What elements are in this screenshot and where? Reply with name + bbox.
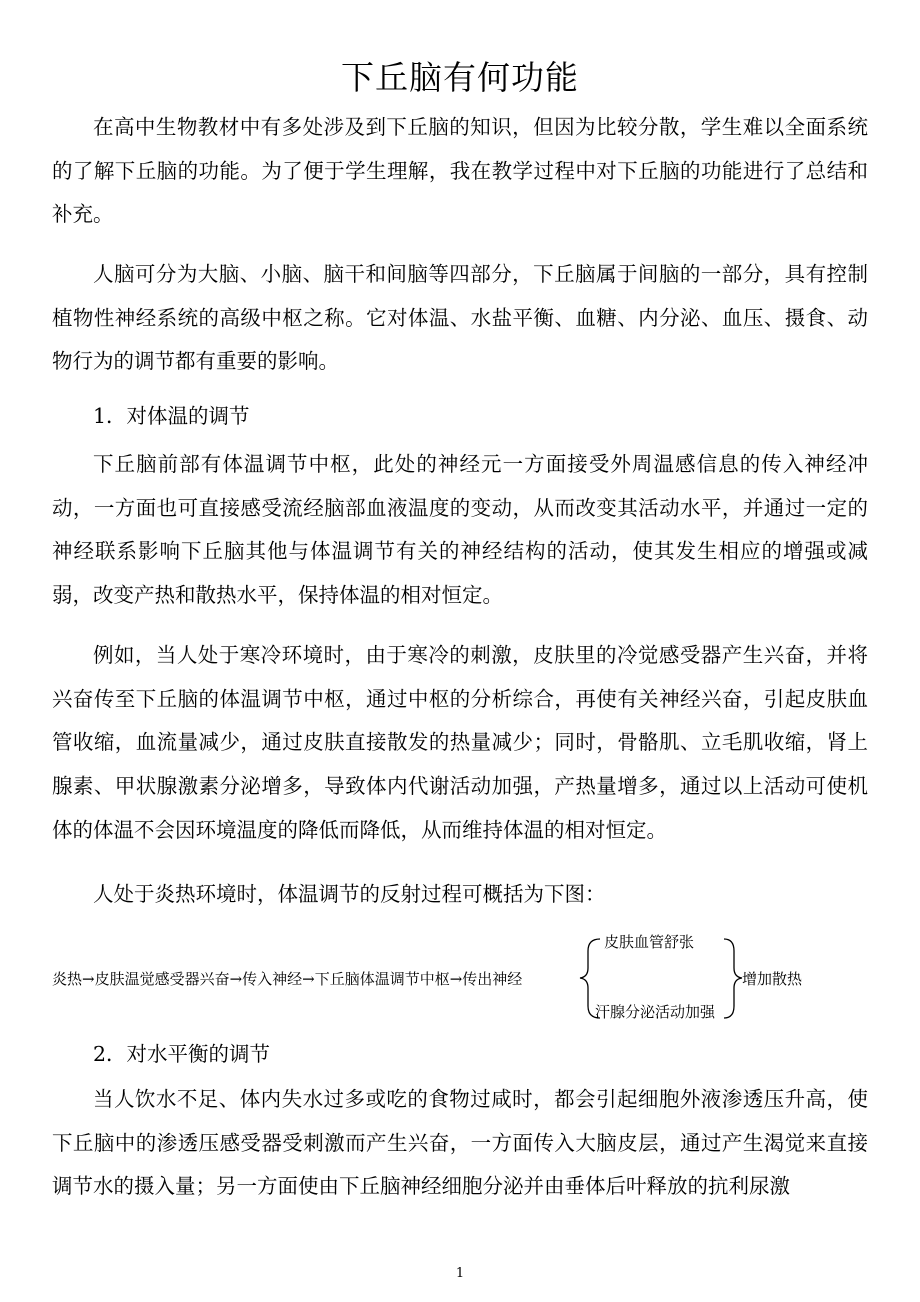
flow-chain: 炎热→皮肤温觉感受器兴奋→传入神经→下丘脑体温调节中枢→传出神经 [52,970,523,988]
paragraph-water-1: 当人饮水不足、体内失水过多或吃的食物过咸时，都会引起细胞外液渗透压升高，使下丘脑中的渗透压感受器受刺激而产生兴奋，一方面传入大脑皮层，通过产生渴觉来直接调节水的摄入量；另一方面使由下丘脑神经细胞分泌并由垂体后叶释放的抗利尿激 [52,1087,868,1199]
right-brace [724,939,742,1018]
paragraph-temperature-1: 下丘脑前部有体温调节中枢，此处的神经元一方面接受外周温感信息的传入神经冲动，一方面也可直接感受流经脑部血液温度的变动，从而改变其活动水平，并通过一定的神经联系影响下丘脑其他与体温调节有关的神经结构的活动，使其发生相应的增强或减弱，改变产热和散热水平，保持体温的相对恒定。 [52,452,868,608]
page-number: 1 [455,1266,465,1281]
paragraph-temperature-3: 人处于炎热环境时，体温调节的反射过程可概括为下图： [93,882,606,906]
flow-branch-top: 皮肤血管舒张 [604,933,695,951]
reflex-flow-diagram [0,924,920,1034]
paragraph-temperature-2: 例如，当人处于寒冷环境时，由于寒冷的刺激，皮肤里的冷觉感受器产生兴奋，并将兴奋传至下丘脑的体温调节中枢，通过中枢的分析综合，再使有关神经兴奋，引起皮肤血管收缩，血流量减少，通过皮肤直接散发的热量减少；同时，骨骼肌、立毛肌收缩，肾上腺素、甲状腺激素分泌增多，导致体内代谢活动加强，产热量增多，通过以上活动可使机体的体温不会因环境温度的降低而降低，从而维持体温的相对恒定。 [52,643,868,842]
flow-result: 增加散热 [742,970,803,988]
paragraph-intro: 在高中生物教材中有多处涉及到下丘脑的知识，但因为比较分散，学生难以全面系统的了解下丘脑的功能。为了便于学生理解，我在教学过程中对下丘脑的功能进行了总结和补充。 [52,115,868,227]
flow-branch-bottom: 汗腺分泌活动加强 [595,1003,716,1021]
page-title: 下丘脑有何功能 [341,58,579,97]
section-heading-temperature: 1．对体温的调节 [93,404,250,428]
section-heading-water-balance: 2．对水平衡的调节 [93,1042,271,1066]
paragraph-overview: 人脑可分为大脑、小脑、脑干和间脑等四部分，下丘脑属于间脑的一部分，具有控制植物性神经系统的高级中枢之称。它对体温、水盐平衡、血糖、内分泌、血压、摄食、动物行为的调节都有重要的影响。 [52,262,868,374]
